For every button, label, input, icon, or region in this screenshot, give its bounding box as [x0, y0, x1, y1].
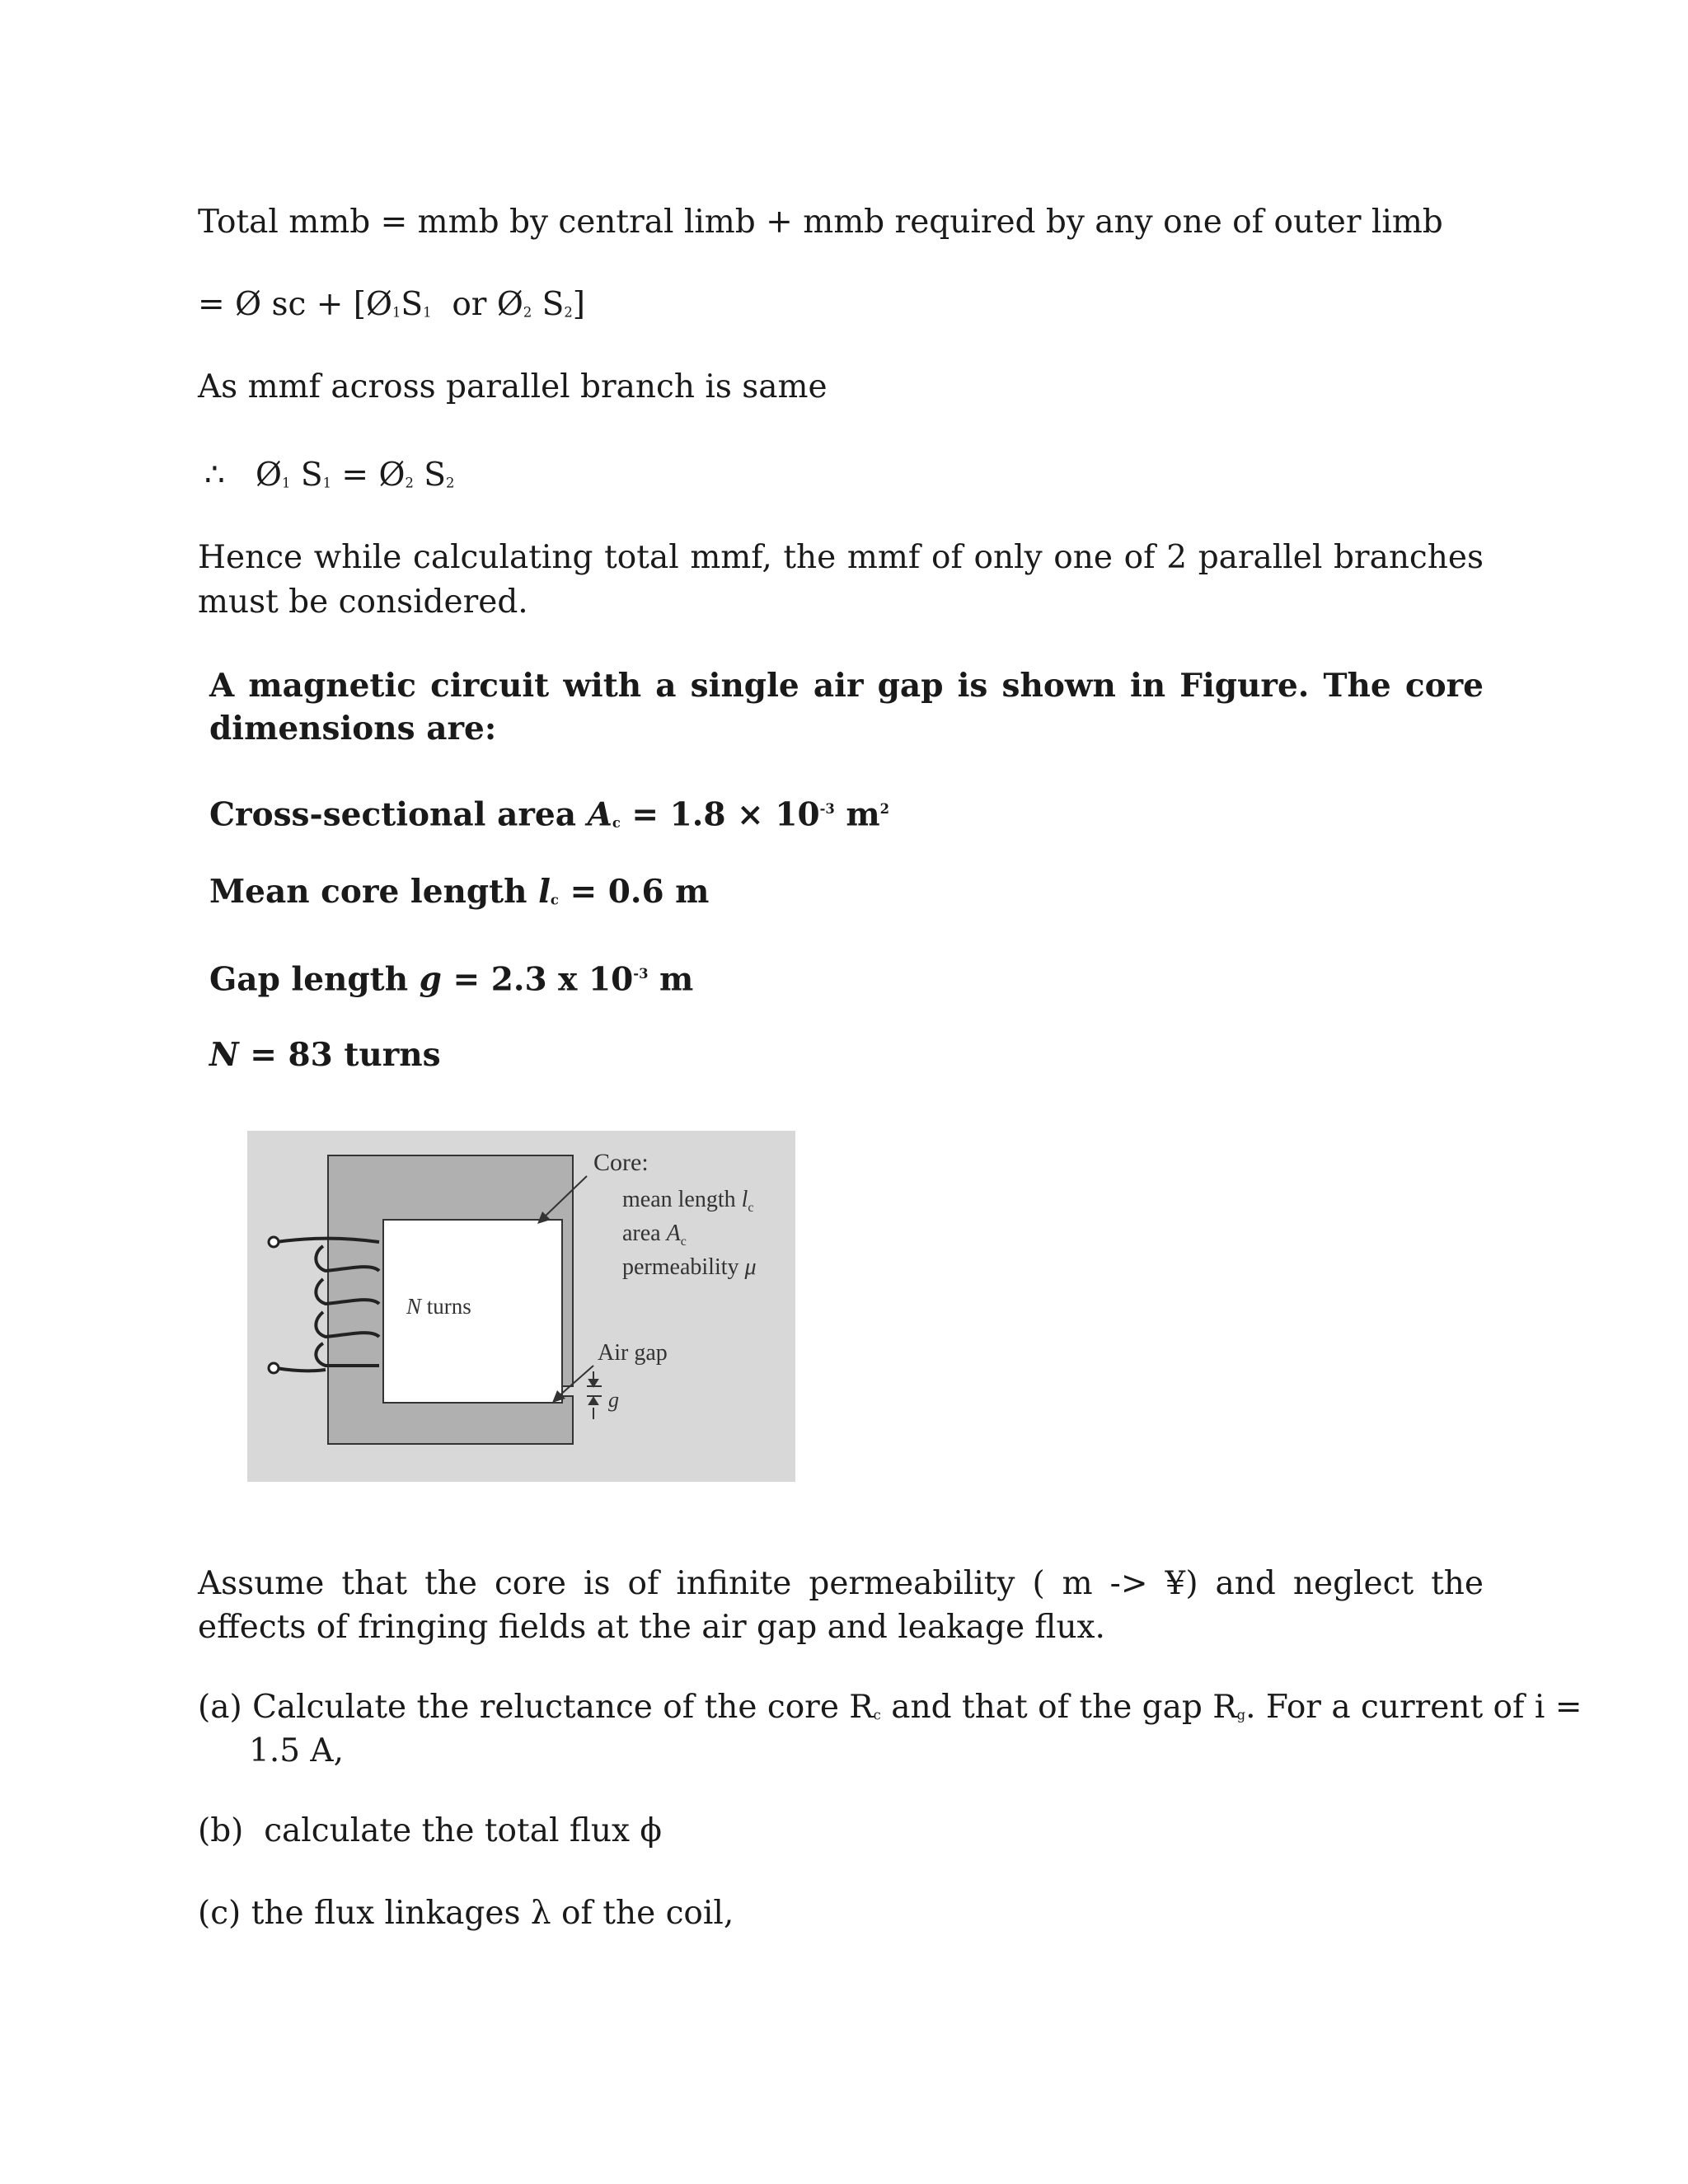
hence-paragraph	[198, 536, 1484, 625]
mean-length-sub: c	[748, 1201, 754, 1215]
eq-start: = Ø sc + [Ø	[198, 286, 392, 323]
eq-close: ]	[572, 286, 586, 323]
area-label: Cross-sectional area	[209, 795, 576, 834]
terminal-bottom	[269, 1363, 279, 1373]
n-turns-symbol: N	[406, 1294, 422, 1319]
eq-sub: 1	[282, 475, 291, 491]
eq-sub: 1	[322, 475, 331, 491]
question-a-end: . For a current of i =	[1245, 1689, 1582, 1726]
air-gap-label: Air gap	[598, 1340, 668, 1366]
eq-or: or Ø	[452, 286, 523, 323]
length-symbol: l	[538, 873, 551, 911]
eq-sub: 1	[423, 304, 432, 321]
turns-symbol: N	[209, 1036, 239, 1074]
area-value: = 1.8 × 10	[631, 795, 820, 834]
eq-s1: S	[401, 286, 424, 323]
area-fig-symbol: A	[666, 1221, 681, 1246]
question-a-text: Calculate the reluctance of the core R	[252, 1689, 874, 1726]
question-a-mid: and that of the gap R	[891, 1689, 1237, 1726]
magnetic-circuit-figure	[247, 1131, 795, 1482]
gap-symbol: g	[419, 960, 442, 999]
total-mmf-line	[198, 200, 1443, 245]
s-symbol: S	[424, 457, 447, 494]
problem-intro	[209, 664, 1484, 750]
question-c-text: the flux linkages λ of the coil,	[251, 1895, 734, 1932]
question-a-sub-g: g	[1236, 1707, 1246, 1723]
s-symbol: S	[300, 457, 323, 494]
permeability-label: permeability	[622, 1254, 739, 1280]
eq-sub: 2	[564, 304, 573, 321]
svg-text:N turns	[406, 1294, 471, 1319]
mmf-equation	[198, 283, 585, 335]
terminal-top	[269, 1237, 279, 1247]
question-c-label: (c)	[198, 1895, 241, 1932]
hence-text: Hence while calculating total mmf, the mmf of only one of 2 parallel branches must be considered.	[198, 539, 1484, 621]
question-a-sub-c: c	[873, 1707, 881, 1723]
length-value: = 0.6 m	[570, 873, 710, 911]
gap-value: = 2.3 x 10	[452, 960, 634, 999]
parallel-text: As mmf across parallel branch is same	[198, 368, 828, 405]
turns-line	[209, 1033, 441, 1077]
eq-sub: 2	[405, 475, 414, 491]
mean-length-label: mean length	[622, 1187, 736, 1212]
gap-dimension-marker	[587, 1371, 602, 1419]
area-symbol: A	[587, 795, 612, 834]
area-fig-label: area	[622, 1221, 661, 1246]
gap-label: Gap length	[209, 960, 409, 999]
question-a-continued	[249, 1729, 344, 1774]
phi-symbol: Ø	[256, 457, 283, 494]
svg-text:permeability μ	[622, 1254, 757, 1280]
question-c	[198, 1891, 734, 1936]
parallel-branch-line	[198, 365, 828, 410]
eq-sub: 1	[392, 304, 401, 321]
equals-sign: =	[341, 457, 369, 494]
length-sub: c	[550, 892, 559, 908]
eq-sub: 2	[446, 475, 455, 491]
area-fig-sub: c	[680, 1235, 687, 1249]
mean-length-symbol: l	[741, 1187, 748, 1212]
problem-intro-text: A magnetic circuit with a single air gap is shown in Figure. The core dimensions are:	[209, 667, 1484, 748]
eq-sub: 2	[523, 304, 532, 321]
gap-length-line	[209, 952, 693, 1002]
gap-g-label: g	[608, 1388, 619, 1412]
question-a	[198, 1685, 1582, 1736]
svg-text:area Ac	[622, 1221, 687, 1249]
phi-symbol: Ø	[378, 457, 406, 494]
question-b-text: calculate the total flux ϕ	[264, 1812, 662, 1849]
turns-value: = 83 turns	[250, 1036, 441, 1074]
svg-text:mean length lc	[622, 1187, 754, 1215]
question-a-label: (a)	[198, 1689, 242, 1726]
total-mmf-text: Total mmb = mmb by central limb + mmb required by any one of outer limb	[198, 204, 1443, 241]
eq-s2: S	[542, 286, 565, 323]
area-sub: c	[612, 815, 621, 832]
core-label: Core:	[593, 1149, 649, 1176]
assumption-paragraph	[198, 1562, 1484, 1649]
question-a-cont-text: 1.5 A,	[249, 1732, 344, 1769]
gap-unit: m	[659, 960, 694, 999]
question-b	[198, 1809, 662, 1854]
area-unit: m	[846, 795, 880, 834]
n-turns-text: turns	[426, 1294, 471, 1319]
area-unit-exp: 2	[879, 801, 890, 817]
cross-section-line	[209, 787, 889, 846]
length-label: Mean core length	[209, 873, 528, 911]
mu-symbol: μ	[744, 1254, 757, 1280]
therefore-symbol: ∴	[204, 457, 225, 494]
assumption-text: Assume that the core is of infinite permeability ( m -> ¥) and neglect the effects of fringing fields at the air gap and leakage flux.	[198, 1565, 1484, 1646]
mean-length-line	[209, 869, 709, 922]
therefore-equation	[204, 453, 454, 505]
question-b-label: (b)	[198, 1812, 244, 1849]
area-exp: -3	[819, 801, 835, 817]
gap-exp: -3	[633, 966, 649, 982]
